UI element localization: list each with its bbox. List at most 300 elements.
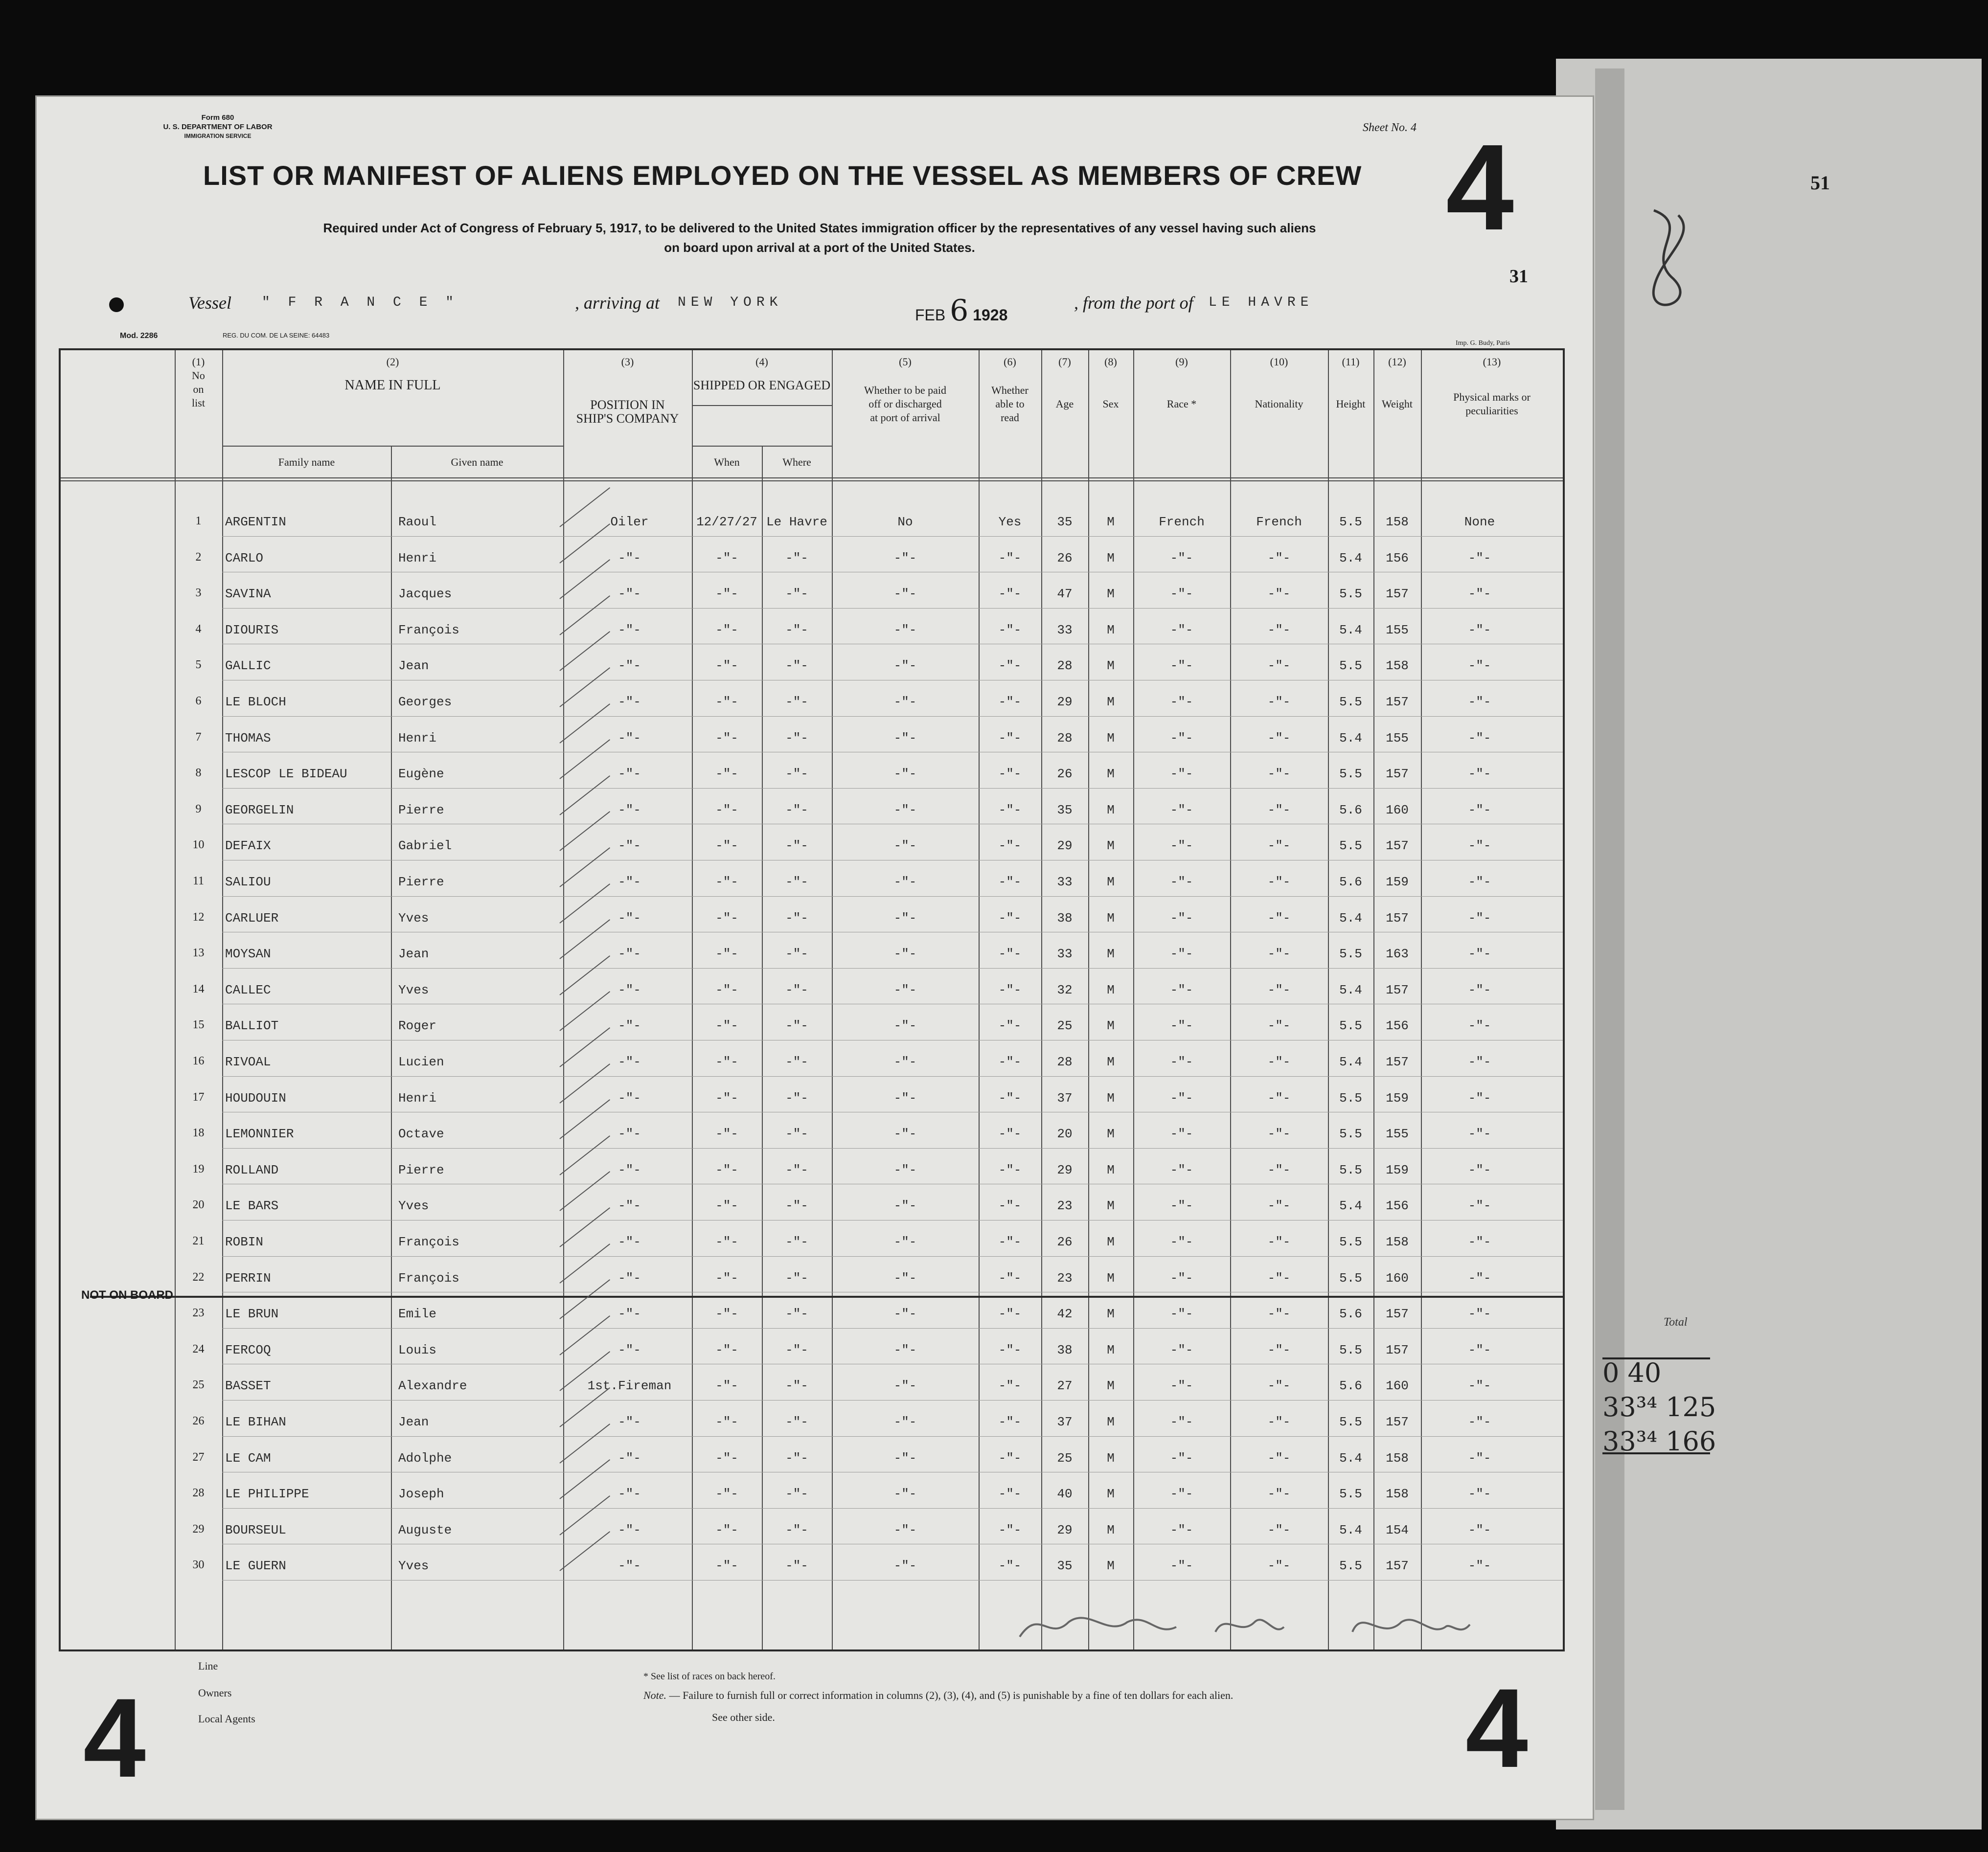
header-col10 <box>1230 355 1328 411</box>
cell-where: -"- <box>785 1055 808 1069</box>
cell-n: 29 <box>192 1522 205 1536</box>
cell-family: SAVINA <box>225 587 271 602</box>
row-divider <box>692 446 832 447</box>
header-bottom-line <box>61 477 1563 478</box>
row-rule <box>222 1580 1563 1581</box>
cell-age: 23 <box>1057 1270 1073 1286</box>
cell-paid: -"- <box>893 1090 917 1106</box>
cell-weight: 157 <box>1386 982 1409 997</box>
header-col4 <box>692 355 832 392</box>
cell-where: -"- <box>785 1198 808 1214</box>
cell-read: -"- <box>998 910 1022 926</box>
header-col3 <box>563 355 692 426</box>
table-row <box>61 645 1563 681</box>
cell-family: MOYSAN <box>225 947 271 962</box>
cell-where: -"- <box>785 1307 808 1322</box>
cell-position: -"- <box>618 1558 641 1574</box>
cell-marks: -"- <box>1468 1558 1491 1574</box>
cell-where: -"- <box>785 767 808 782</box>
cell-when: -"- <box>715 1090 738 1106</box>
arriving-label: , arriving at <box>575 293 660 313</box>
cell-nationality: -"- <box>1267 947 1291 962</box>
handwritten-signature <box>1010 1603 1499 1647</box>
requirement-line-1: Required under Act of Congress of February 5, 1917, to be delivered to the United States immigration officer by the representatives of any vessel having such aliens <box>323 221 1316 235</box>
cell-read: -"- <box>998 1270 1022 1286</box>
cell-nationality: -"- <box>1267 1235 1291 1249</box>
cell-weight: 157 <box>1386 695 1409 709</box>
header-col11 <box>1328 355 1373 411</box>
row-rule <box>222 1256 1563 1257</box>
cell-race: -"- <box>1170 1415 1193 1429</box>
cell-position: -"- <box>618 1198 641 1214</box>
cell-family: LE CAM <box>225 1450 271 1466</box>
cell-height: 5.4 <box>1339 1055 1362 1069</box>
cell-marks: -"- <box>1468 802 1491 817</box>
cell-weight: 160 <box>1386 1378 1409 1394</box>
cell-age: 38 <box>1057 910 1073 926</box>
cell-marks: -"- <box>1468 875 1491 889</box>
table-row <box>61 825 1563 861</box>
cell-paid: -"- <box>893 1342 917 1357</box>
date-month: FEB <box>915 306 946 324</box>
cell-paid: No <box>897 515 913 529</box>
arriving-port: NEW YORK <box>678 295 783 310</box>
cell-marks: -"- <box>1468 910 1491 926</box>
table-row <box>61 897 1563 933</box>
cell-marks: -"- <box>1468 838 1491 854</box>
cell-nationality: -"- <box>1267 1415 1291 1429</box>
cell-marks: None <box>1464 515 1495 529</box>
cell-weight: 158 <box>1386 515 1409 529</box>
cell-position: -"- <box>618 1162 641 1177</box>
cell-height: 5.5 <box>1339 1127 1362 1142</box>
cell-race: -"- <box>1170 1127 1193 1142</box>
cell-paid: -"- <box>893 1415 917 1429</box>
cell-family: HOUDOUIN <box>225 1090 286 1106</box>
sheet-value: 4 <box>1410 121 1417 134</box>
cell-sex: M <box>1107 1487 1115 1502</box>
cell-position: -"- <box>618 1487 641 1502</box>
table-row <box>61 1257 1563 1293</box>
cell-marks: -"- <box>1468 947 1491 962</box>
requirement-text <box>120 218 1519 257</box>
header-col13-number: (13) <box>1483 356 1501 368</box>
cell-given: Pierre <box>398 875 444 889</box>
cell-n: 4 <box>195 622 202 635</box>
cell-where: -"- <box>785 1090 808 1106</box>
cell-age: 35 <box>1057 1558 1073 1574</box>
header-col6 <box>979 355 1041 425</box>
cell-given: François <box>398 1270 459 1286</box>
cell-read: -"- <box>998 947 1022 962</box>
cell-paid: -"- <box>893 1198 917 1214</box>
cell-race: -"- <box>1170 1235 1193 1249</box>
row-rule <box>222 1076 1563 1077</box>
cell-family: BASSET <box>225 1378 271 1394</box>
cell-nationality: -"- <box>1267 1055 1291 1069</box>
cell-height: 5.6 <box>1339 1307 1362 1322</box>
header-col9-number: (9) <box>1175 356 1188 368</box>
cell-when: -"- <box>715 1450 738 1466</box>
cell-sex: M <box>1107 695 1115 709</box>
table-row <box>61 537 1563 573</box>
cell-nationality: -"- <box>1267 1018 1291 1034</box>
cell-height: 5.4 <box>1339 730 1362 745</box>
cell-age: 38 <box>1057 1342 1073 1357</box>
cell-n: 12 <box>192 910 205 924</box>
cell-paid: -"- <box>893 1162 917 1177</box>
header-col12 <box>1373 355 1421 411</box>
cell-read: -"- <box>998 695 1022 709</box>
cell-paid: -"- <box>893 1558 917 1574</box>
cell-position: -"- <box>618 838 641 854</box>
header-col3-number: (3) <box>621 356 634 368</box>
header-col13-label: Physical marks or peculiarities <box>1453 391 1531 417</box>
cell-position: -"- <box>618 550 641 565</box>
cell-height: 5.5 <box>1339 1162 1362 1177</box>
cell-n: 10 <box>192 838 205 852</box>
cell-marks: -"- <box>1468 1235 1491 1249</box>
cell-marks: -"- <box>1468 1307 1491 1322</box>
cell-read: -"- <box>998 1127 1022 1142</box>
cell-height: 5.6 <box>1339 802 1362 817</box>
row-rule <box>222 788 1563 789</box>
cell-when: -"- <box>715 767 738 782</box>
cell-weight: 156 <box>1386 550 1409 565</box>
sheet-label: Sheet No. <box>1363 121 1408 134</box>
header-col7-number: (7) <box>1058 356 1071 368</box>
cell-n: 22 <box>192 1270 205 1284</box>
big-number-left: 4 <box>83 1675 146 1801</box>
cell-read: -"- <box>998 658 1022 674</box>
cell-weight: 158 <box>1386 1235 1409 1249</box>
header-col1-label: No on list <box>192 369 205 409</box>
cell-weight: 157 <box>1386 767 1409 782</box>
cell-n: 27 <box>192 1450 205 1464</box>
cell-family: PERRIN <box>225 1270 271 1286</box>
requirement-line-2: on board upon arrival at a port of the United States. <box>664 240 975 255</box>
cell-weight: 159 <box>1386 1090 1409 1106</box>
cell-where: -"- <box>785 1235 808 1249</box>
cell-position: -"- <box>618 767 641 782</box>
date-year: 1928 <box>973 306 1008 324</box>
service-name: IMMIGRATION SERVICE <box>184 133 251 139</box>
cell-position: -"- <box>618 802 641 817</box>
header-col7 <box>1041 355 1088 411</box>
cell-given: Auguste <box>398 1522 452 1537</box>
cell-given: Emile <box>398 1307 437 1322</box>
cell-age: 20 <box>1057 1127 1073 1142</box>
cell-family: CARLUER <box>225 910 279 926</box>
big-number-right: 4 <box>1465 1665 1528 1791</box>
date-day: 6 <box>950 294 969 328</box>
cell-when: -"- <box>715 730 738 745</box>
cell-family: DEFAIX <box>225 838 271 854</box>
cell-paid: -"- <box>893 1450 917 1466</box>
cell-where: -"- <box>785 875 808 889</box>
cell-height: 5.4 <box>1339 1198 1362 1214</box>
cell-marks: -"- <box>1468 1342 1491 1357</box>
cell-read: -"- <box>998 1487 1022 1502</box>
cell-family: BOURSEUL <box>225 1522 286 1537</box>
cell-marks: -"- <box>1468 695 1491 709</box>
cell-read: -"- <box>998 622 1022 637</box>
header-col9 <box>1133 355 1230 411</box>
cell-age: 28 <box>1057 730 1073 745</box>
header-col2-number: (2) <box>386 356 399 368</box>
cell-paid: -"- <box>893 947 917 962</box>
cell-n: 7 <box>195 730 202 744</box>
header-col9-label: Race * <box>1166 398 1197 410</box>
cell-nationality: -"- <box>1267 1450 1291 1466</box>
cell-read: -"- <box>998 1055 1022 1069</box>
table-row <box>61 573 1563 609</box>
cell-given: Octave <box>398 1127 444 1142</box>
registry-number: REG. DU COM. DE LA SEINE: 64483 <box>223 332 330 339</box>
see-other-side: See other side. <box>712 1711 775 1723</box>
cell-family: ROBIN <box>225 1235 264 1249</box>
cell-given: Henri <box>398 1090 437 1106</box>
header-col8-label: Sex <box>1102 398 1119 410</box>
cell-n: 9 <box>195 802 202 815</box>
cell-age: 35 <box>1057 515 1073 529</box>
cell-where: -"- <box>785 587 808 602</box>
background-page-edge <box>1595 68 1624 1810</box>
cell-age: 25 <box>1057 1450 1073 1466</box>
cell-race: -"- <box>1170 658 1193 674</box>
cell-read: -"- <box>998 1235 1022 1249</box>
row-rule <box>222 1508 1563 1509</box>
cell-nationality: -"- <box>1267 1307 1291 1322</box>
cell-age: 29 <box>1057 838 1073 854</box>
cell-read: Yes <box>998 515 1022 529</box>
cell-read: -"- <box>998 838 1022 854</box>
cell-position: -"- <box>618 947 641 962</box>
cell-sex: M <box>1107 1127 1115 1142</box>
cell-nationality: -"- <box>1267 1378 1291 1394</box>
cell-paid: -"- <box>893 550 917 565</box>
cell-read: -"- <box>998 802 1022 817</box>
header-col5-number: (5) <box>899 356 912 368</box>
cell-race: -"- <box>1170 587 1193 602</box>
table-row <box>61 717 1563 753</box>
cell-age: 25 <box>1057 1018 1073 1034</box>
cell-n: 16 <box>192 1055 205 1067</box>
cell-sex: M <box>1107 982 1115 997</box>
cell-sex: M <box>1107 515 1115 529</box>
cell-height: 5.5 <box>1339 1235 1362 1249</box>
cell-sex: M <box>1107 1162 1115 1177</box>
cell-weight: 159 <box>1386 875 1409 889</box>
table-row <box>61 1149 1563 1185</box>
cell-n: 11 <box>192 875 205 887</box>
table-row <box>61 1113 1563 1149</box>
cell-sex: M <box>1107 1055 1115 1069</box>
cell-race: -"- <box>1170 1307 1193 1322</box>
table-row <box>61 681 1563 717</box>
cell-given: Raoul <box>398 515 437 529</box>
cell-marks: -"- <box>1468 1090 1491 1106</box>
cell-height: 5.5 <box>1339 1558 1362 1574</box>
cell-sex: M <box>1107 1450 1115 1466</box>
cell-paid: -"- <box>893 1522 917 1537</box>
table-row <box>61 1221 1563 1257</box>
header-col13 <box>1421 355 1563 418</box>
cell-sex: M <box>1107 1522 1115 1537</box>
cell-where: -"- <box>785 982 808 997</box>
cell-height: 5.5 <box>1339 947 1362 962</box>
cell-where: -"- <box>785 1270 808 1286</box>
cell-sex: M <box>1107 1198 1115 1214</box>
header-col2 <box>222 355 563 392</box>
cell-n: 26 <box>192 1415 205 1427</box>
cell-where: -"- <box>785 1127 808 1142</box>
cell-age: 26 <box>1057 767 1073 782</box>
cell-position: -"- <box>618 1342 641 1357</box>
cell-given: Adolphe <box>398 1450 452 1466</box>
cell-read: -"- <box>998 587 1022 602</box>
row-rule <box>222 1148 1563 1149</box>
cell-where: -"- <box>785 658 808 674</box>
cell-when: -"- <box>715 838 738 854</box>
cell-weight: 158 <box>1386 1450 1409 1466</box>
cell-read: -"- <box>998 875 1022 889</box>
cell-nationality: -"- <box>1267 982 1291 997</box>
printer-credit: Imp. G. Budy, Paris <box>1456 339 1510 347</box>
cell-given: François <box>398 622 459 637</box>
cell-given: Georges <box>398 695 452 709</box>
cell-where: -"- <box>785 1415 808 1429</box>
cell-weight: 157 <box>1386 1307 1409 1322</box>
cell-race: -"- <box>1170 910 1193 926</box>
cell-when: -"- <box>715 1162 738 1177</box>
cell-sex: M <box>1107 1307 1115 1322</box>
cell-given: Eugène <box>398 767 444 782</box>
cell-read: -"- <box>998 1558 1022 1574</box>
table-row <box>61 861 1563 897</box>
form-number: Form 680 <box>201 113 234 122</box>
cell-read: -"- <box>998 1162 1022 1177</box>
cell-read: -"- <box>998 1378 1022 1394</box>
cell-family: ROLLAND <box>225 1162 279 1177</box>
cell-age: 28 <box>1057 1055 1073 1069</box>
row-rule <box>222 896 1563 897</box>
cell-when: 12/27/27 <box>696 515 757 529</box>
cell-where: -"- <box>785 1487 808 1502</box>
cell-weight: 160 <box>1386 1270 1409 1286</box>
cell-family: CALLEC <box>225 982 271 997</box>
cell-given: Pierre <box>398 802 444 817</box>
header-col11-number: (11) <box>1342 356 1360 368</box>
cell-sex: M <box>1107 767 1115 782</box>
cell-position: -"- <box>618 622 641 637</box>
cell-paid: -"- <box>893 658 917 674</box>
cell-family: SALIOU <box>225 875 271 889</box>
vessel-label: Vessel <box>188 293 231 313</box>
cell-age: 26 <box>1057 550 1073 565</box>
cell-race: -"- <box>1170 622 1193 637</box>
cell-race: -"- <box>1170 767 1193 782</box>
cell-when: -"- <box>715 1307 738 1322</box>
cell-paid: -"- <box>893 1487 917 1502</box>
cell-read: -"- <box>998 1307 1022 1322</box>
cell-nationality: -"- <box>1267 910 1291 926</box>
cell-n: 20 <box>192 1198 205 1212</box>
cell-paid: -"- <box>893 695 917 709</box>
cell-where: -"- <box>785 730 808 745</box>
cell-given: Roger <box>398 1018 437 1034</box>
cell-nationality: -"- <box>1267 1090 1291 1106</box>
cell-weight: 156 <box>1386 1018 1409 1034</box>
cell-marks: -"- <box>1468 730 1491 745</box>
header-col1 <box>175 355 222 410</box>
table-row <box>61 1545 1563 1581</box>
cell-height: 5.4 <box>1339 550 1362 565</box>
cell-n: 24 <box>192 1342 205 1355</box>
penalty-note <box>643 1689 1233 1702</box>
cell-height: 5.4 <box>1339 1522 1362 1537</box>
cell-marks: -"- <box>1468 1487 1491 1502</box>
cell-race: -"- <box>1170 1198 1193 1214</box>
cell-sex: M <box>1107 658 1115 674</box>
cell-weight: 157 <box>1386 1415 1409 1429</box>
cell-where: -"- <box>785 1378 808 1394</box>
table-row <box>61 1329 1563 1365</box>
cell-sex: M <box>1107 550 1115 565</box>
cell-family: CARLO <box>225 550 264 565</box>
cell-sex: M <box>1107 875 1115 889</box>
cell-sex: M <box>1107 1378 1115 1394</box>
cell-n: 28 <box>192 1487 205 1500</box>
cell-when: -"- <box>715 1487 738 1502</box>
header-col6-label: Whether able to read <box>991 384 1028 424</box>
table-row <box>61 1077 1563 1113</box>
cell-marks: -"- <box>1468 658 1491 674</box>
cell-weight: 157 <box>1386 838 1409 854</box>
cell-where: -"- <box>785 947 808 962</box>
cell-n: 13 <box>192 947 205 960</box>
table-row <box>61 1005 1563 1041</box>
cell-race: -"- <box>1170 875 1193 889</box>
cell-age: 33 <box>1057 947 1073 962</box>
cell-age: 47 <box>1057 587 1073 602</box>
cell-nationality: -"- <box>1267 1558 1291 1574</box>
cell-age: 37 <box>1057 1415 1073 1429</box>
cell-nationality: -"- <box>1267 1127 1291 1142</box>
cell-n: 25 <box>192 1378 205 1392</box>
row-rule <box>222 1328 1563 1329</box>
cell-n: 30 <box>192 1558 205 1572</box>
cell-age: 23 <box>1057 1198 1073 1214</box>
cell-nationality: -"- <box>1267 838 1291 854</box>
row-rule <box>222 536 1563 537</box>
cell-position: -"- <box>618 587 641 602</box>
cell-weight: 160 <box>1386 802 1409 817</box>
cell-position: -"- <box>618 1090 641 1106</box>
cell-weight: 157 <box>1386 910 1409 926</box>
cell-marks: -"- <box>1468 1378 1491 1394</box>
cell-sex: M <box>1107 1270 1115 1286</box>
cell-paid: -"- <box>893 730 917 745</box>
from-port: LE HAVRE <box>1209 295 1314 310</box>
cell-age: 42 <box>1057 1307 1073 1322</box>
cell-position: -"- <box>618 1307 641 1322</box>
cell-sex: M <box>1107 838 1115 854</box>
cell-marks: -"- <box>1468 982 1491 997</box>
row-rule <box>222 716 1563 717</box>
cell-race: -"- <box>1170 1522 1193 1537</box>
table-row <box>61 501 1563 537</box>
